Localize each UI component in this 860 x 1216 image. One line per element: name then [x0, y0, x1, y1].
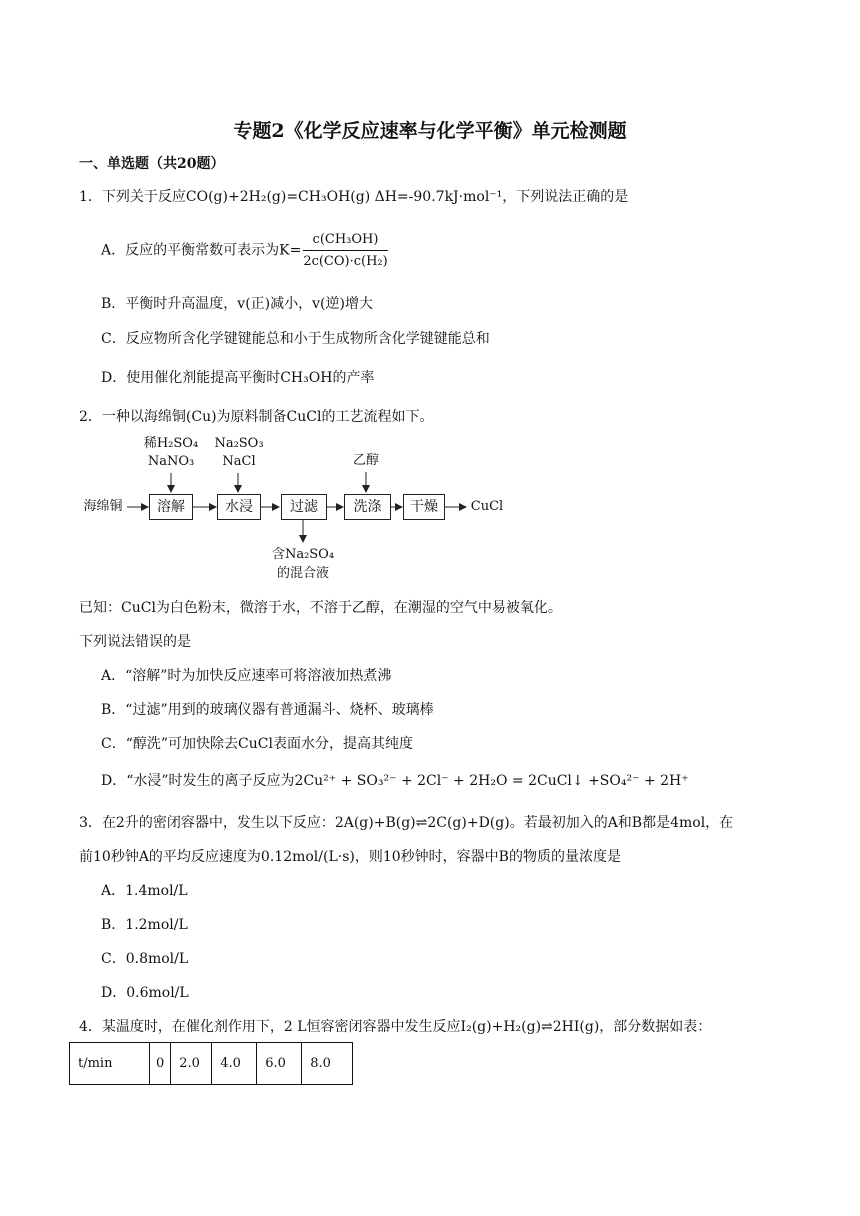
question-1-option-a — [101, 232, 388, 269]
question-2-option-c: C．“醇洗”可加快除去CuCl表面水分，提高其纯度 — [101, 736, 413, 752]
question-2-known: 已知：CuCl为白色粉末，微溶于水，不溶于乙醇，在潮湿的空气中易被氧化。 — [79, 600, 562, 616]
flow-reagent-2-line-1: Na₂SO₃ — [214, 436, 264, 451]
section-heading: 一、单选题（共20题） — [79, 156, 225, 172]
fraction-numerator: c(CH₃OH) — [303, 232, 387, 251]
question-1-stem: 1．下列关于反应CO(g)+2H₂(g)=CH₃OH(g) ΔH=-90.7kJ·mol⁻¹，下列说法正确的是 — [79, 189, 629, 205]
data-table — [69, 1042, 353, 1085]
flow-step-wash: 洗涤 — [344, 494, 391, 520]
table-cell: 6.0 — [257, 1043, 302, 1085]
question-3-option-d: D．0.6mol/L — [101, 985, 189, 1001]
question-1-option-c: C．反应物所含化学键键能总和小于生成物所含化学键键能总和 — [101, 331, 490, 347]
question-3-option-c: C．0.8mol/L — [101, 951, 189, 967]
fraction-denominator: 2c(CO)·c(H₂) — [303, 254, 388, 269]
flow-waste-line-1: 含Na₂SO₄ — [271, 547, 335, 562]
flow-reagent-2-line-2: NaCl — [222, 454, 256, 469]
question-4-stem: 4．某温度时，在催化剂作用下，2 L恒容密闭容器中发生反应I₂(g)+H₂(g)⇌2HI(g)，部分数据如表： — [79, 1019, 712, 1035]
flow-product: CuCl — [470, 499, 504, 514]
page-title: 专题2《化学反应速率与化学平衡》单元检测题 — [233, 120, 627, 142]
flow-step-dissolve: 溶解 — [149, 494, 193, 520]
flow-step-dry: 干燥 — [403, 494, 445, 520]
table-cell: 4.0 — [212, 1043, 257, 1085]
flow-reagent-1-line-1: 稀H₂SO₄ — [143, 436, 199, 451]
question-2-option-d: D．“水浸”时发生的离子反应为2Cu²⁺ + SO₃²⁻ + 2Cl⁻ + 2H₂O = 2CuCl↓ +SO₄²⁻ + 2H⁺ — [101, 773, 689, 789]
table-cell: 2.0 — [171, 1043, 212, 1085]
flow-start-material: 海绵铜 — [83, 499, 123, 514]
question-2-option-a: A．“溶解”时为加快反应速率可将溶液加热煮沸 — [101, 668, 392, 684]
table-header-cell: t/min — [70, 1043, 150, 1085]
question-2-ask: 下列说法错误的是 — [79, 634, 191, 650]
flow-step-filter: 过滤 — [281, 494, 327, 520]
question-3-line-1: 3．在2升的密闭容器中，发生以下反应：2A(g)+B(g)⇌2C(g)+D(g)。若最初加入的A和B都是4mol，在 — [79, 815, 734, 831]
question-3-line-2: 前10秒钟A的平均反应速度为0.12mol/(L·s)，则10秒钟时，容器中B的物质的量浓度是 — [79, 849, 621, 865]
flow-reagent-1-line-2: NaNO₃ — [147, 454, 195, 469]
table-cell: 8.0 — [302, 1043, 353, 1085]
equilibrium-constant-fraction — [303, 232, 387, 269]
flow-waste-line-2: 的混合液 — [276, 566, 329, 581]
option-a-prefix: A．反应的平衡常数可表示为K= — [101, 242, 302, 259]
table-cell: 0 — [150, 1043, 171, 1085]
question-2-option-b: B．“过滤”用到的玻璃仪器有普通漏斗、烧杯、玻璃棒 — [101, 702, 434, 718]
table-row — [70, 1043, 353, 1085]
question-3-option-a: A．1.4mol/L — [101, 883, 188, 899]
flow-step-water-leach: 水浸 — [217, 494, 261, 520]
question-1-option-d: D．使用催化剂能提高平衡时CH₃OH的产率 — [101, 370, 375, 386]
question-3-option-b: B．1.2mol/L — [101, 917, 188, 933]
process-flow-diagram — [79, 432, 519, 588]
question-2-stem: 2．一种以海绵铜(Cu)为原料制备CuCl的工艺流程如下。 — [79, 409, 434, 425]
question-1-option-b: B．平衡时升高温度，v(正)减小，v(逆)增大 — [101, 296, 373, 312]
flow-reagent-3: 乙醇 — [352, 453, 379, 468]
